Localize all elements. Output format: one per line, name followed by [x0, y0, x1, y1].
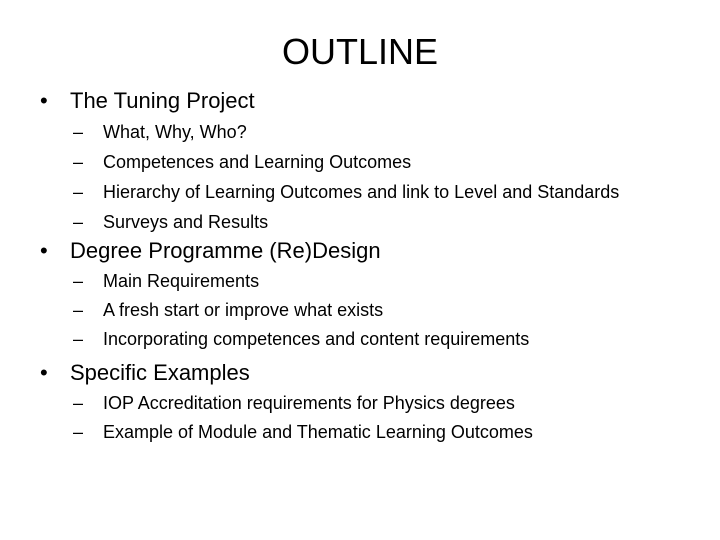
list-item: [0, 208, 720, 238]
list-item-text: What, Why, Who?: [103, 122, 247, 142]
list-item-text: Hierarchy of Learning Outcomes and link to Level and Standards: [103, 182, 620, 202]
slide-title: OUTLINE: [281, 31, 439, 72]
list-item-text: A fresh start or improve what exists: [103, 300, 384, 320]
sub-item-list: [0, 118, 720, 238]
section-heading: Degree Programme (Re)Design: [70, 238, 381, 263]
dash-icon: –: [73, 393, 84, 413]
section-heading-row: [0, 357, 720, 389]
outline-section-degree-programme: [0, 235, 720, 354]
list-item: [0, 267, 720, 296]
list-item-text: Example of Module and Thematic Learning Outcomes: [103, 422, 533, 442]
list-item: [0, 418, 720, 447]
list-item-text: Main Requirements: [103, 271, 260, 291]
bullet-icon: •: [40, 238, 48, 263]
list-item: [0, 389, 720, 418]
section-heading-row: [0, 85, 720, 117]
sub-item-list: [0, 389, 720, 447]
bullet-icon: •: [40, 88, 48, 113]
list-item-text: Competences and Learning Outcomes: [103, 152, 412, 172]
dash-icon: –: [73, 271, 84, 291]
dash-icon: –: [73, 329, 84, 349]
list-item: [0, 118, 720, 148]
outline-section-tuning-project: [0, 85, 720, 238]
dash-icon: –: [73, 152, 84, 172]
list-item-text: Incorporating competences and content requirements: [103, 329, 530, 349]
list-item-text: IOP Accreditation requirements for Physics degrees: [103, 393, 515, 413]
bullet-icon: •: [40, 360, 48, 385]
dash-icon: –: [73, 422, 84, 442]
list-item: [0, 325, 720, 354]
dash-icon: –: [73, 300, 84, 320]
outline-section-specific-examples: [0, 357, 720, 447]
dash-icon: –: [73, 212, 84, 232]
dash-icon: –: [73, 182, 84, 202]
list-item: [0, 178, 720, 208]
list-item: [0, 296, 720, 325]
section-heading: Specific Examples: [70, 360, 250, 385]
section-heading: The Tuning Project: [70, 88, 255, 113]
sub-item-list: [0, 267, 720, 354]
list-item-text: Surveys and Results: [103, 212, 269, 232]
section-heading-row: [0, 235, 720, 267]
list-item: [0, 148, 720, 178]
dash-icon: –: [73, 122, 84, 142]
